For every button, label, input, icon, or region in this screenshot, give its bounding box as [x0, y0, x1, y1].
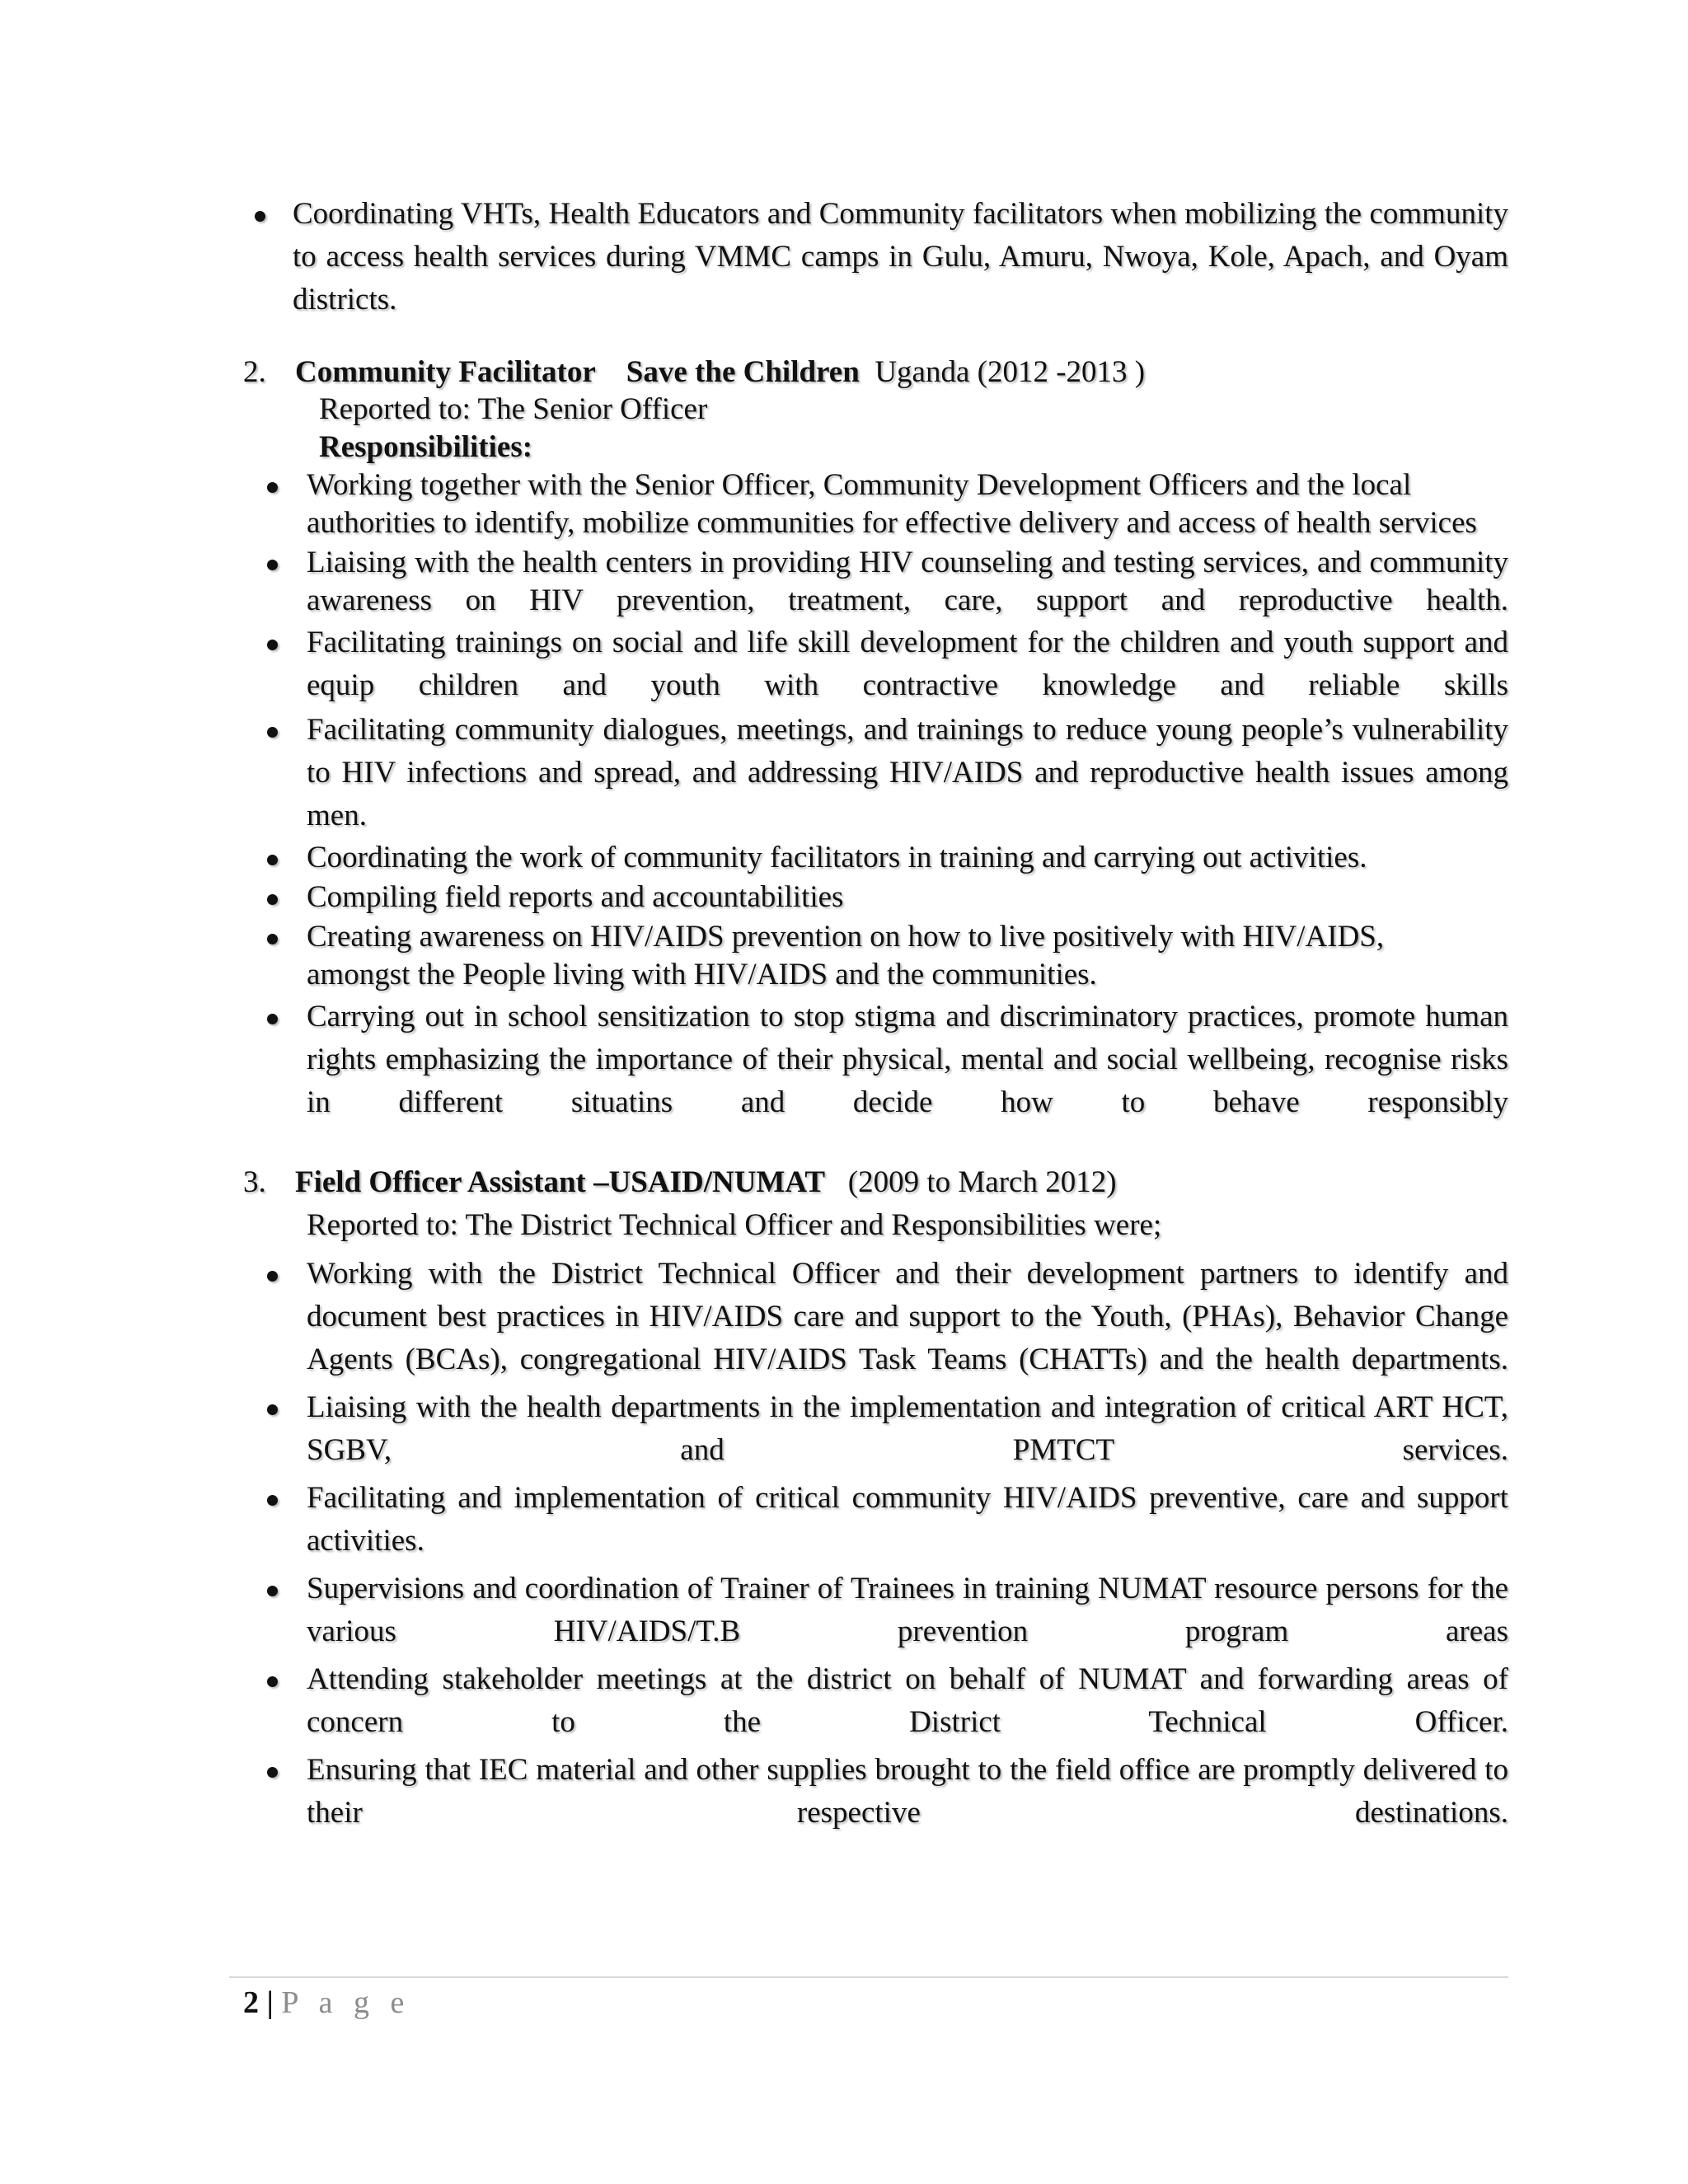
bullet-text: Facilitating trainings on social and life skill development for the children and youth support and equip children and youth with contractive knowledge and reliable skills: [307, 626, 1508, 702]
bullet-text: Liaising with the health departments in the implementation and integration of critical ART HCT, SGBV, and PMTCT services.: [307, 1390, 1508, 1467]
section-3-reported-to: Reported to: The District Technical Officer and Responsibilities were;: [307, 1208, 1162, 1242]
section-number: 3.: [243, 1165, 266, 1199]
bullet-text: Compiling field reports and accountabilities: [307, 880, 844, 914]
list-item: [256, 839, 1508, 877]
bullet-text: Creating awareness on HIV/AIDS prevention on how to live positively with HIV/AIDS, amongst the People living with HIV/AIDS and the communities.: [307, 920, 1385, 991]
job-period: Uganda (2012 -2013 ): [874, 355, 1146, 389]
list-item: [256, 1386, 1508, 1472]
bullet-icon: [256, 1658, 288, 1701]
bullet-icon: [256, 1253, 288, 1296]
list-item: [256, 1477, 1508, 1563]
list-item: [256, 1253, 1508, 1381]
bullet-text: Facilitating and implementation of critical community HIV/AIDS preventive, care and support activities.: [307, 1481, 1508, 1558]
bullet-text: Supervisions and coordination of Trainer of Trainees in training NUMAT resource persons for the various HIV/AIDS/T.B prevention program areas: [307, 1572, 1508, 1648]
section-3-header: [243, 1164, 1512, 1202]
footer-divider: [229, 1976, 1508, 1978]
responsibilities-heading: Responsibilities:: [319, 430, 533, 464]
list-item: [243, 193, 1508, 321]
list-item: [256, 918, 1508, 994]
bullet-icon: [256, 544, 288, 582]
bullet-icon: [256, 1749, 288, 1792]
list-item: [256, 879, 1508, 916]
list-item: [256, 466, 1508, 542]
bullet-icon: [256, 918, 288, 956]
bullet-text: Attending stakeholder meetings at the district on behalf of NUMAT and forwarding areas of concern to the District Technical Officer.: [307, 1662, 1508, 1739]
job-title: Field Officer Assistant –USAID/NUMAT: [295, 1165, 826, 1199]
bullet-icon: [256, 1386, 288, 1429]
bullet-icon: [256, 1477, 288, 1520]
bullet-text: Facilitating community dialogues, meetings, and trainings to reduce young people’s vulnerability to HIV infections and spread, and addressing HIV/AIDS and reproductive health issues among men.: [307, 713, 1508, 832]
bullet-text: Coordinating the work of community facilitators in training and carrying out activities.: [307, 841, 1367, 874]
bullet-icon: [256, 621, 288, 664]
page-label: P a g e: [281, 1985, 411, 2020]
list-item: [256, 1658, 1508, 1744]
list-item: [256, 1568, 1508, 1653]
list-item: [256, 709, 1508, 837]
list-item: [256, 1749, 1508, 1835]
footer-separator: |: [266, 1985, 274, 2020]
top-bullet-list: [243, 193, 1508, 331]
section-2-bullets: [256, 466, 1508, 1126]
section-2-reported-to: Reported to: The Senior Officer: [319, 392, 708, 426]
bullet-text: Working with the District Technical Officer and their development partners to identify and document best practices in HIV/AIDS care and support to the Youth, (PHAs), Behavior Change Agents (BCAs), congregational HIV/AIDS Task Teams (CHATTs) and the health departments.: [307, 1257, 1508, 1376]
job-title: Community Facilitator: [295, 355, 596, 389]
page-number: 2: [243, 1985, 259, 2020]
list-item: [256, 996, 1508, 1124]
page-footer: [243, 1982, 410, 2023]
list-item: [256, 544, 1508, 620]
bullet-icon: [256, 709, 288, 752]
bullet-text: Working together with the Senior Officer, Community Development Officers and the local authorities to identify, mobilize communities for effective delivery and access of health services: [307, 468, 1477, 540]
section-3-bullets: [256, 1253, 1508, 1840]
bullet-icon: [256, 996, 288, 1038]
bullet-icon: [256, 466, 288, 504]
job-period: (2009 to March 2012): [847, 1165, 1117, 1199]
bullet-icon: [256, 1568, 288, 1610]
bullet-text: Liaising with the health centers in providing HIV counseling and testing services, and community awareness on HIV prevention, treatment, care, support and reproductive health.: [307, 546, 1508, 617]
bullet-text: Coordinating VHTs, Health Educators and Community facilitators when mobilizing the community to access health services during VMMC camps in Gulu, Amuru, Nwoya, Kole, Apach, and Oyam districts.: [293, 197, 1508, 316]
section-number: 2.: [243, 355, 266, 389]
bullet-icon: [256, 839, 288, 877]
section-2-header: [243, 354, 1512, 391]
bullet-text: Carrying out in school sensitization to stop stigma and discriminatory practices, promote human rights emphasizing the importance of their physical, mental and social wellbeing, recognise risks in different situatins and decide how to behave responsibly: [307, 1000, 1508, 1119]
list-item: [256, 621, 1508, 707]
bullet-icon: [256, 879, 288, 916]
bullet-text: Ensuring that IEC material and other supplies brought to the field office are promptly delivered to their respective destinations.: [307, 1753, 1508, 1830]
organization: Save the Children: [626, 355, 860, 389]
bullet-icon: [243, 193, 276, 236]
